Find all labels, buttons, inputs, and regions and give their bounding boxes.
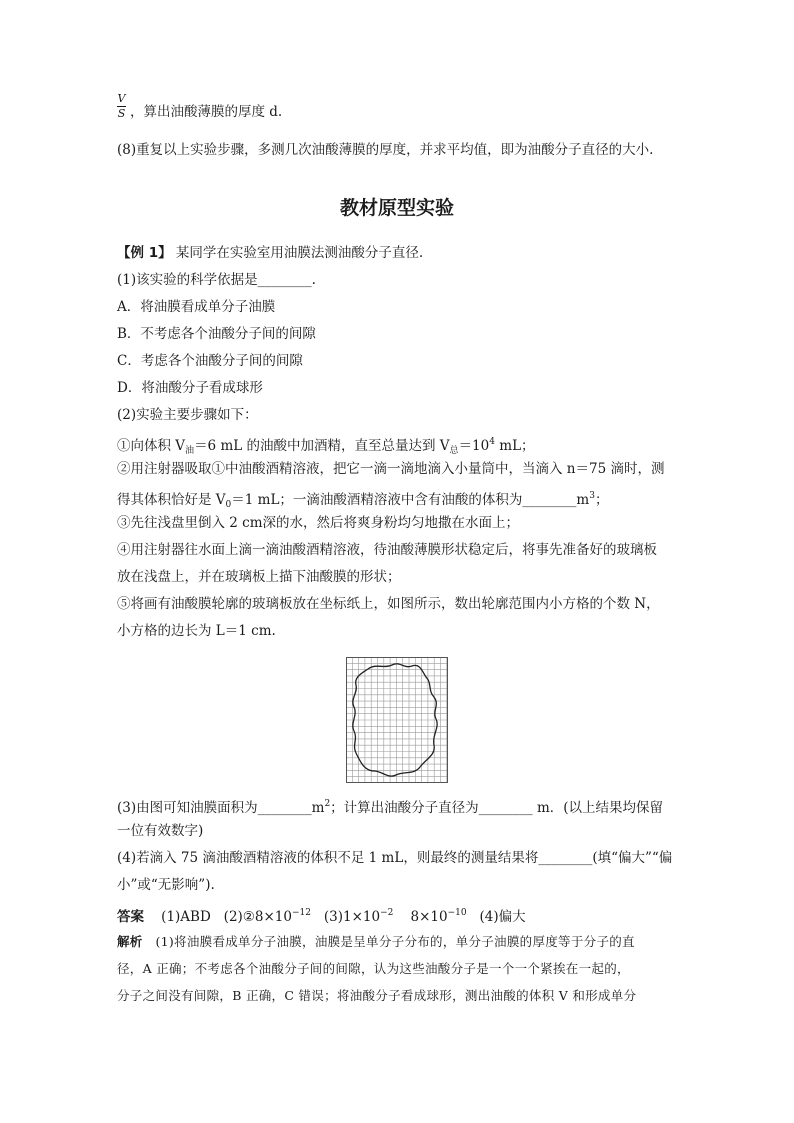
question-4-line-2: 小”或“无影响”). [117, 877, 215, 893]
step-5-line-1: ⑤将画有油酸膜轮廓的玻璃板放在坐标纸上，如图所示，数出轮廓范围内小方格的个数 N， [117, 596, 660, 612]
question-3-line-1: (3)由图可知油膜面积为$\_\_\_\_\_\_\_\_m^2$；计算出油酸分子直径为________ m．(以上结果均保留 [117, 799, 664, 816]
example-intro [117, 243, 423, 263]
step-4-line-2: 放在浅盘上，并在玻璃板上描下油酸膜的形状； [117, 569, 401, 585]
step-5-line-2: 小方格的边长为 L＝1 cm. [117, 623, 276, 639]
analysis-line-1: 解析 (1)将油膜看成单分子油膜，油膜是呈单分子分布的，单分子油膜的厚度等于分子的直 [117, 934, 635, 949]
answer-line: 答案 (1)ABD $(2)②8\times 10^{-12}$ $(3)1\times 10^{-2}$ $8\times 10^{-10}$ (4)偏大 [117, 908, 526, 925]
step-2-line-2: 得其体积恰好是 $V_0=1$ mL；一滴油酸酒精溶液中含有油酸的体积为$\_\_\_\_\_\_\_\_m^3$； [117, 491, 609, 510]
step-2-line-1: ②用注射器吸取①中油酸酒精溶液，把它一滴一滴地滴入小量筒中，当滴入 n＝75 滴时，测 [117, 461, 665, 477]
option-b: B．不考虑各个油酸分子间的间隙 [117, 326, 316, 342]
question-2-head: (2)实验主要步骤如下： [117, 407, 258, 423]
step-1: ①向体积 $V_油=6$ mL 的油酸中加酒精，直至总量达到 $V_总=10^4$ mL； [117, 437, 535, 456]
thickness-text: ，算出油酸薄膜的厚度 d. [130, 104, 283, 120]
option-c: C．考虑各个油酸分子间的间隙 [117, 353, 303, 369]
step-8-text: (8)重复以上实验步骤，多测几次油酸薄膜的厚度，并求平均值，即为油酸分子直径的大小. [117, 142, 654, 158]
answer-label: 答案 [117, 909, 144, 925]
question-3-line-2: 一位有效数字) [117, 823, 204, 839]
fraction-v-over-s [117, 93, 126, 120]
analysis-line-2: 径，A 正确；不考虑各个油酸分子间的间隙，认为这些油酸分子是一个一个紧挨在一起的， [117, 961, 630, 976]
analysis-label: 解析 [117, 934, 143, 949]
question-4-line-1: (4)若滴入 75 滴油酸酒精溶液的体积不足 1 mL，则最终的测量结果将________(填“偏大”“偏 [117, 850, 673, 866]
analysis-line-3: 分子之间没有间隙，B 正确，C 错误；将油酸分子看成球形，测出油酸的体积 V 和形成单分 [117, 988, 637, 1003]
fraction-numerator: V [117, 92, 126, 105]
example-intro-text: 某同学在实验室用油膜法测油酸分子直径. [175, 245, 424, 261]
step-3: ③先往浅盘里倒入 2 cm深的水，然后将爽身粉均匀地撒在水面上； [117, 515, 520, 531]
option-a: A．将油膜看成单分子油膜 [117, 299, 276, 315]
question-1: (1)该实验的科学依据是________. [117, 272, 316, 288]
fraction-denominator: S [117, 107, 126, 120]
step-4-line-1: ④用注射器往水面上滴一滴油酸酒精溶液，待油酸薄膜形状稳定后，将事先准备好的玻璃板 [117, 542, 657, 558]
example-tag: 【例 1】 [117, 245, 172, 261]
option-d: D．将油酸分子看成球形 [117, 380, 263, 396]
section-title: 教材原型实验 [339, 197, 454, 219]
oil-film-grid-figure [346, 657, 448, 783]
